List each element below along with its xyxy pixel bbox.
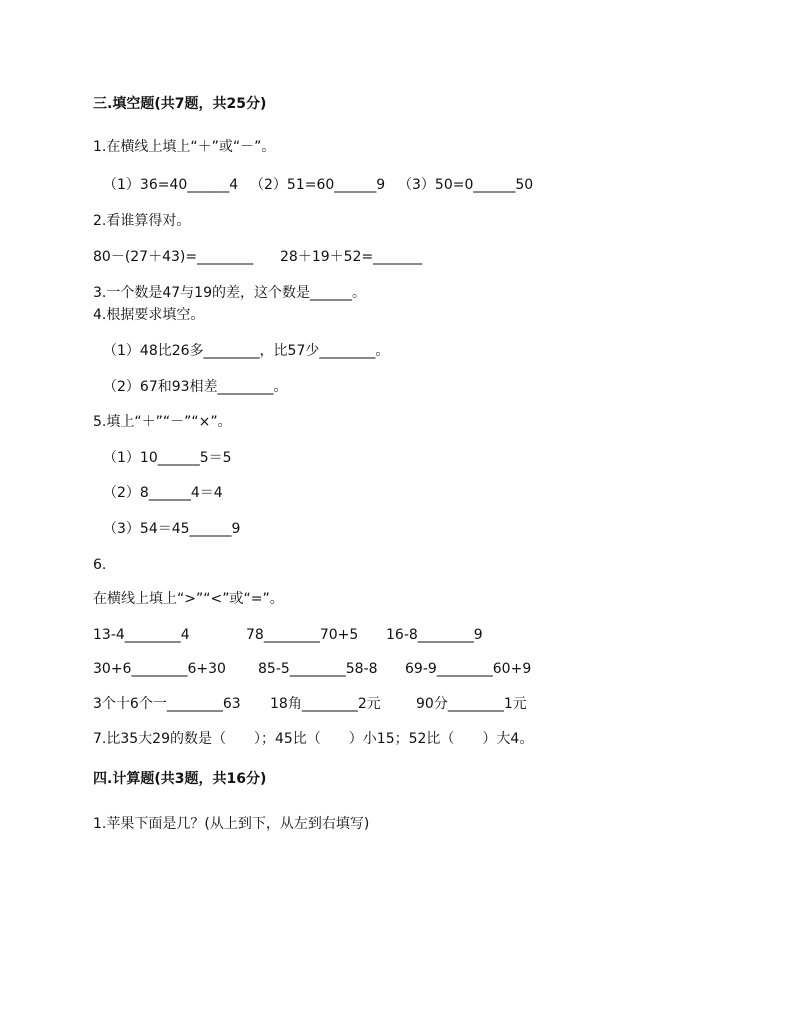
question-6-row-3-cell-2: 18角________2元 bbox=[270, 696, 381, 712]
question-6-row-3-cell-1: 3个十6个一________63 bbox=[93, 696, 241, 712]
question-4-stem: 4.根据要求填空。 bbox=[93, 307, 205, 323]
question-7-stem: 7.比35大29的数是（ ）；45比（ ）小15；52比（ ）大4。 bbox=[93, 731, 534, 747]
question-4-item-2: （2）67和93相差________。 bbox=[103, 379, 288, 395]
question-6-stem: 在横线上填上“>”“<”或“=”。 bbox=[93, 591, 284, 607]
section-3-heading: 三.填空题(共7题，共25分) bbox=[93, 96, 267, 112]
question-5-item-2: （2）8______4＝4 bbox=[103, 485, 223, 501]
question-2-item-2: 28＋19＋52=_______ bbox=[280, 249, 423, 265]
question-6-row-1-cell-1: 13-4________4 bbox=[93, 627, 190, 643]
question-2-item-1: 80－(27＋43)=________ bbox=[93, 249, 254, 265]
question-6-row-2-cell-3: 69-9________60+9 bbox=[405, 661, 532, 677]
section-4-question-1-stem: 1.苹果下面是几？(从上到下，从左到右填写) bbox=[93, 816, 370, 832]
question-4-item-1: （1）48比26多________，比57少________。 bbox=[103, 343, 390, 359]
question-1-stem: 1.在横线上填上“＋”或“－”。 bbox=[93, 139, 276, 155]
question-1-item-1: （1）36=40______4 bbox=[103, 177, 239, 193]
question-1-item-2: （2）51=60______9 bbox=[250, 177, 386, 193]
question-5-item-1: （1）10______5＝5 bbox=[103, 450, 232, 466]
question-3-stem: 3.一个数是47与19的差，这个数是______。 bbox=[93, 285, 366, 301]
question-6-row-2-cell-1: 30+6________6+30 bbox=[93, 661, 226, 677]
question-5-item-3: （3）54＝45______9 bbox=[103, 521, 241, 537]
question-2-stem: 2.看谁算得对。 bbox=[93, 213, 191, 229]
question-6-row-3-cell-3: 90分________1元 bbox=[416, 696, 527, 712]
section-4-heading: 四.计算题(共3题，共16分) bbox=[93, 771, 267, 787]
question-6-row-1-cell-3: 16-8________9 bbox=[386, 627, 483, 643]
question-5-stem: 5.填上“＋”“－”“×”。 bbox=[93, 414, 232, 430]
question-6-number: 6. bbox=[93, 557, 107, 573]
question-6-row-1-cell-2: 78________70+5 bbox=[246, 627, 359, 643]
question-1-item-3: （3）50=0______50 bbox=[398, 177, 534, 193]
question-6-row-2-cell-2: 85-5________58-8 bbox=[258, 661, 378, 677]
